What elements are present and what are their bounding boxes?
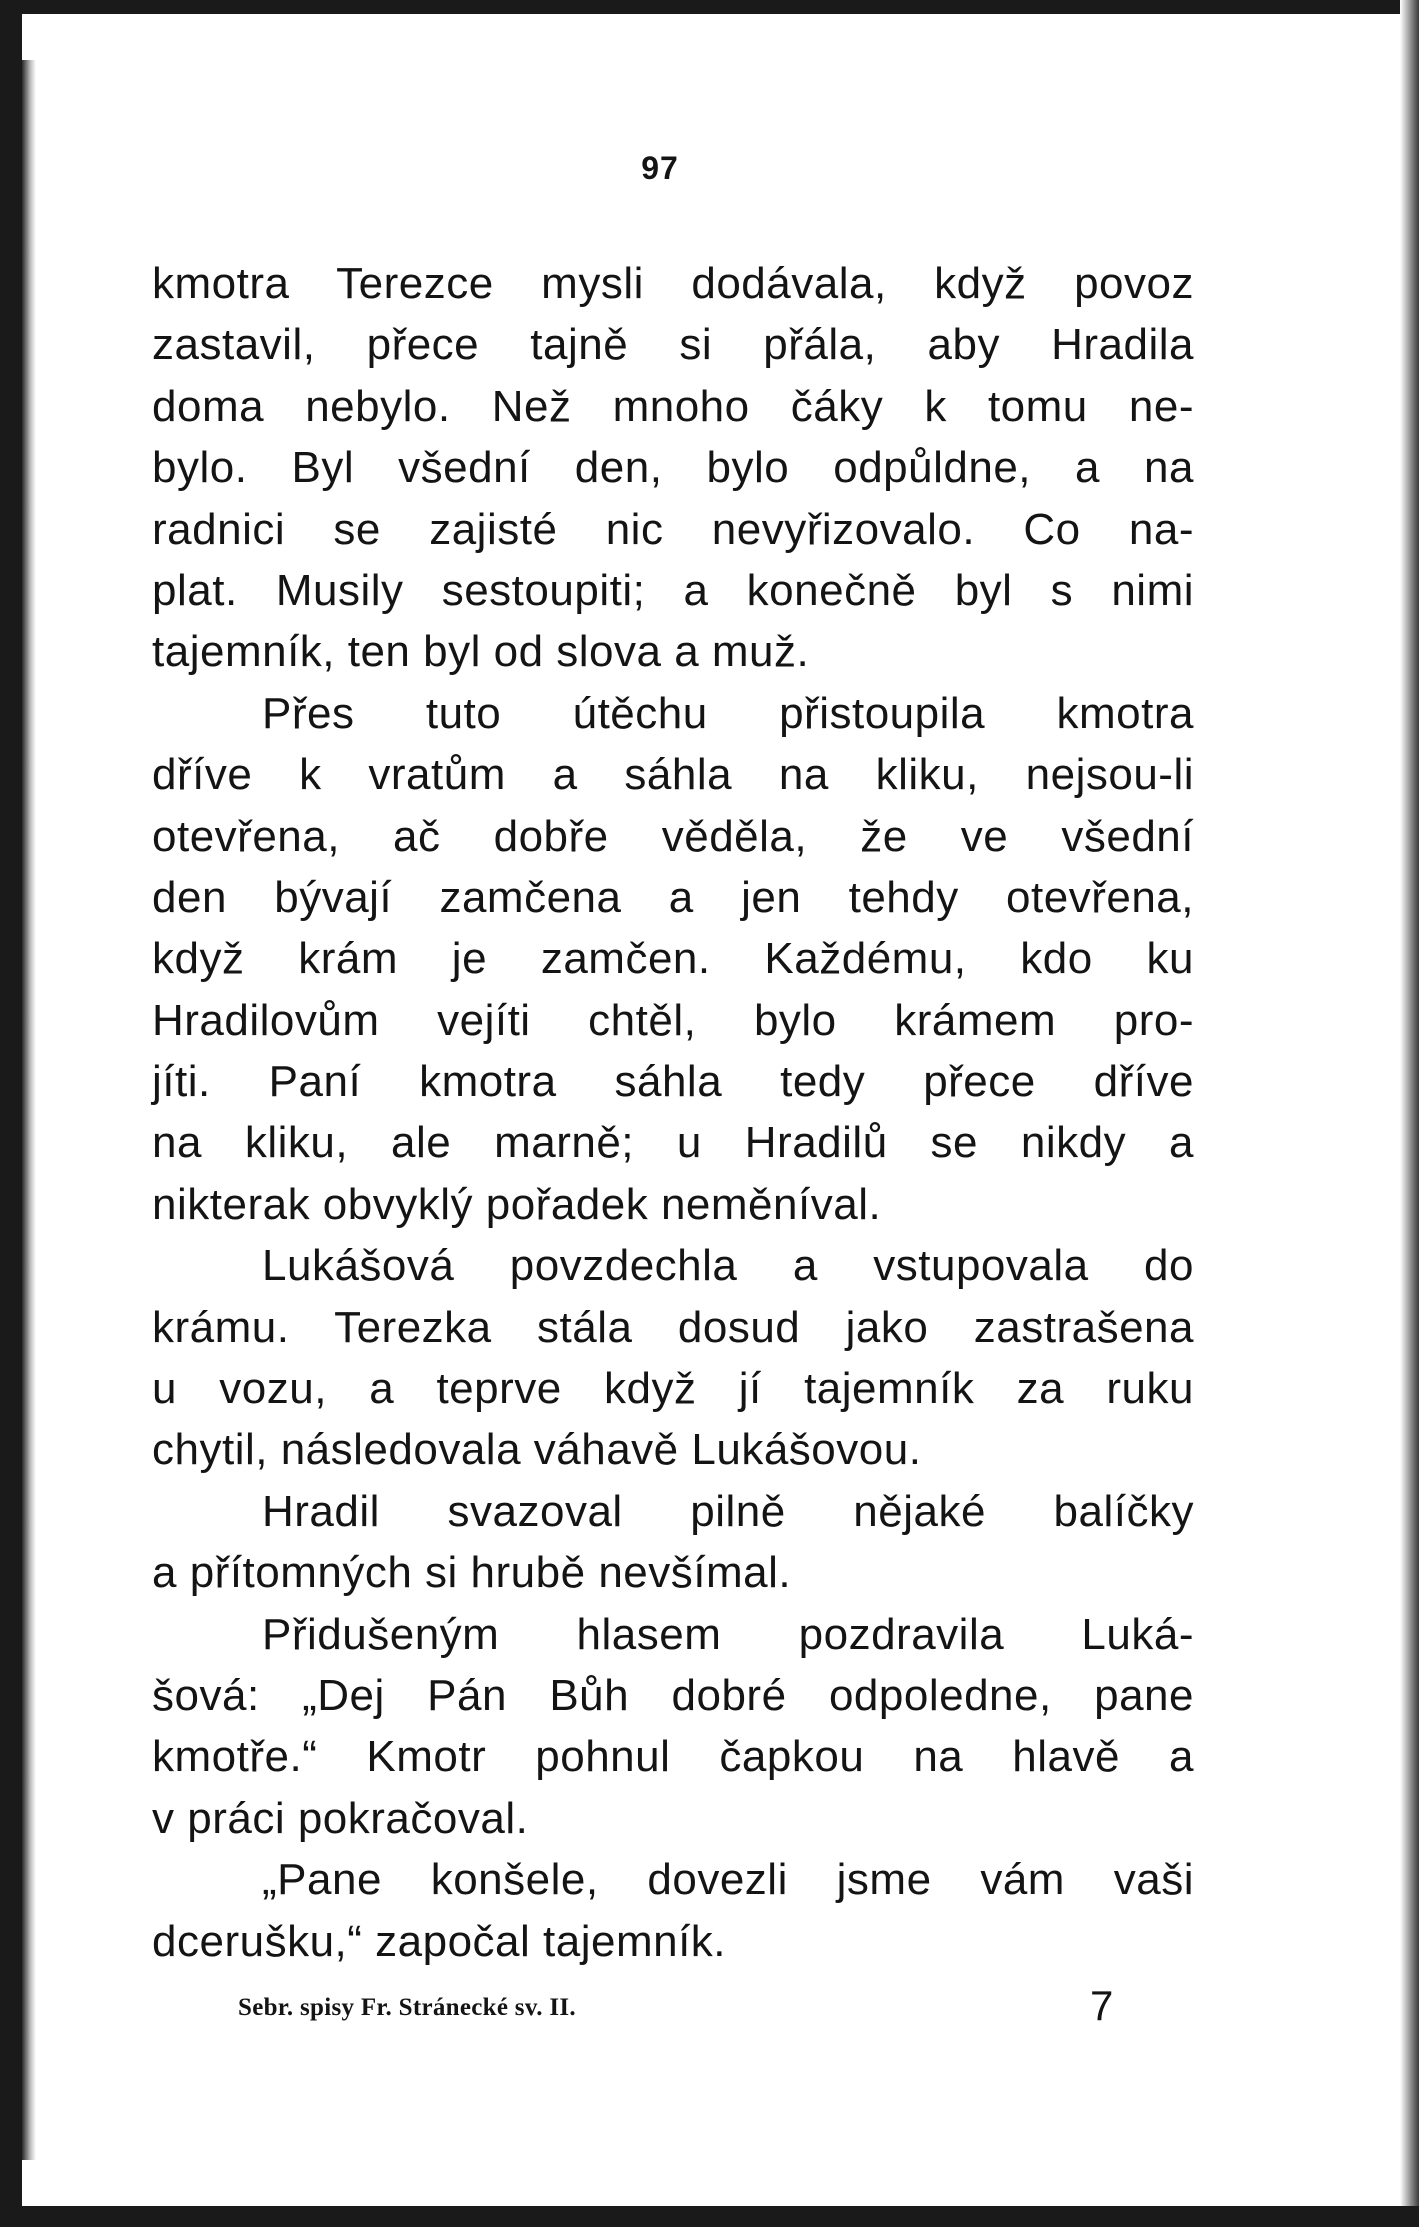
text-line: v práci pokračoval. xyxy=(152,1793,529,1843)
text-line: den bývají zamčena a jen tehdy otevřena, xyxy=(152,872,1194,922)
text-line: kmotře.“ Kmotr pohnul čapkou na hlavě a xyxy=(152,1732,1194,1782)
text-line: jíti. Paní kmotra sáhla tedy přece dříve xyxy=(152,1057,1194,1107)
body-text xyxy=(152,253,1194,1972)
scan-edge-left xyxy=(0,0,22,2227)
text-line: krámu. Terezka stála dosud jako zastrašena xyxy=(152,1302,1194,1352)
text-line: na kliku, ale marně; u Hradilů se nikdy a xyxy=(152,1118,1194,1168)
text-line: chytil, následovala váhavě Lukášovou. xyxy=(152,1425,922,1475)
text-line: nikterak obvyklý pořadek neměníval. xyxy=(152,1179,882,1229)
page-number: 97 xyxy=(641,150,679,186)
text-line: šová: „Dej Pán Bůh dobré odpoledne, pane xyxy=(152,1670,1194,1720)
footer-signature: Sebr. spisy Fr. Stránecké sv. II. xyxy=(238,1994,576,2021)
text-line: Hradil svazoval pilně nějaké balíčky xyxy=(262,1486,1194,1536)
text-line: bylo. Byl všední den, bylo odpůldne, a na xyxy=(152,443,1194,493)
footer-sheet-number: 7 xyxy=(1090,1982,1114,2029)
text-line: Přidušeným hlasem pozdravila Luká- xyxy=(262,1609,1194,1659)
text-line: tajemník, ten byl od slova a muž. xyxy=(152,627,810,677)
text-line: u vozu, a teprve když jí tajemník za ruku xyxy=(152,1364,1194,1414)
text-line: plat. Musily sestoupiti; a konečně byl s nimi xyxy=(152,565,1194,615)
text-line: a přítomných si hrubě nevšímal. xyxy=(152,1548,792,1598)
text-line: Přes tuto útěchu přistoupila kmotra xyxy=(262,688,1194,738)
text-line: zastavil, přece tajně si přála, aby Hradila xyxy=(152,320,1194,370)
scan-edge-right xyxy=(1400,0,1419,2227)
text-line: kmotra Terezce mysli dodávala, když povoz xyxy=(152,259,1194,308)
text-line: dříve k vratům a sáhla na kliku, nejsou-li xyxy=(152,750,1194,800)
text-line: Lukášová povzdechla a vstupovala do xyxy=(262,1241,1194,1291)
text-line: dcerušku,“ započal tajemník. xyxy=(152,1916,727,1966)
text-line: doma nebylo. Než mnoho čáky k tomu ne- xyxy=(152,381,1194,431)
scan-binding-shadow xyxy=(22,60,36,2160)
text-line: když krám je zamčen. Každému, kdo ku xyxy=(152,934,1194,984)
text-line: Hradilovům vejíti chtěl, bylo krámem pro- xyxy=(152,995,1194,1045)
scan-edge-top xyxy=(0,0,1419,14)
text-line: otevřena, ač dobře věděla, že ve všední xyxy=(152,811,1194,861)
text-line: „Pane konšele, dovezli jsme vám vaši xyxy=(262,1855,1194,1905)
text-line: radnici se zajisté nic nevyřizovalo. Co na- xyxy=(152,504,1194,554)
scan-edge-bottom xyxy=(0,2206,1419,2227)
